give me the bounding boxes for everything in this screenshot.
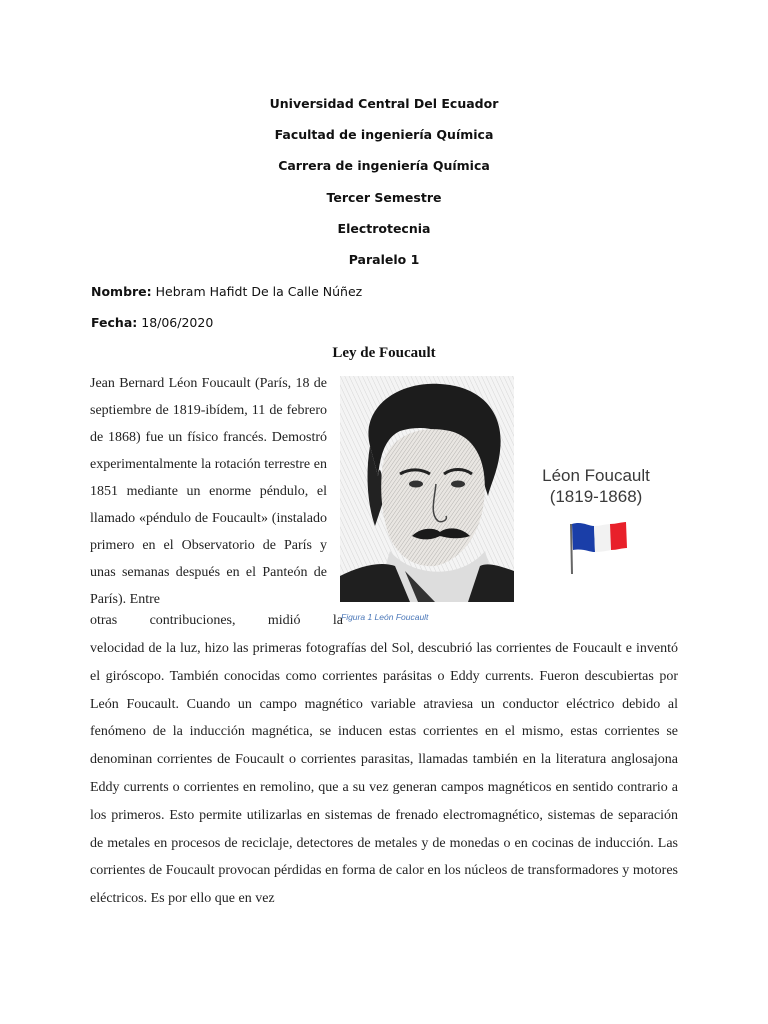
name-value: Hebram Hafidt De la Calle Núñez [151,284,363,299]
foucault-figure [340,376,678,602]
name-label: Nombre: [91,284,152,299]
date-label: Fecha: [91,315,138,330]
figure-caption: Figura 1 León Foucault [341,612,429,622]
word-la: la [332,613,343,628]
body-paragraph: velocidad de la luz, hizo las primeras fotografías del Sol, descubrió las corrientes de Foucault e inventó el giróscopo. También conocidas como corrientes parásitas o Eddy currents. Fueron descubiertas por León Foucault. Cuando un campo magnético variable atraviesa un conductor eléctrico debido al fenómeno de la inducción magnética, se inducen estas corrientes en el mismo, estas corrientes se denominan corrientes de Foucault o corrientes parasitas, llamadas también en la literatura anglosajona Eddy currents o corrientes en remolino, que a su vez generan campos magnéticos en sentido contrario a los primeros. Esto permite utilizarlas en sistemas de frenado electromagnético, sistemas de separación de metales en procesos de reciclaje, detectores de metales y de monedas o en cocinas de inducción. Las corrientes de Foucault provocan pérdidas en forma de calor en los núcleos de transformadores y motores eléctricos. Es por ello que en vez [90,641,678,907]
name-line [91,284,362,299]
figure-name-text: Léon Foucault [542,466,650,485]
word-otras: otras [90,613,118,628]
word-contribuciones: contribuciones, [149,613,236,628]
career-heading: Carrera de ingeniería Química [278,158,490,173]
portrait-image [340,376,678,602]
date-value: 18/06/2020 [137,315,214,330]
parallel-heading: Paralelo 1 [348,252,420,267]
date-line [91,315,213,330]
document-title: Ley de Foucault [332,345,436,361]
intro-last-line [90,613,343,629]
intro-paragraph: Jean Bernard Léon Foucault (París, 18 de septiembre de 1819-ibídem, 11 de febrero de 1868) fue un físico francés. Demostró experimentalmente la rotación terrestre en 1851 mediante un enorme péndulo, el llamado «péndulo de Foucault» (instalado primero en el Observatorio de París y unas semanas después en el Panteón de París). Entre [90,376,327,607]
university-heading: Universidad Central Del Ecuador [269,96,499,111]
semester-heading: Tercer Semestre [326,190,442,205]
word-midio: midió [267,613,301,628]
figure-years-text: (1819-1868) [549,487,643,506]
faculty-heading: Facultad de ingeniería Química [274,127,494,142]
subject-heading: Electrotecnia [337,221,431,236]
